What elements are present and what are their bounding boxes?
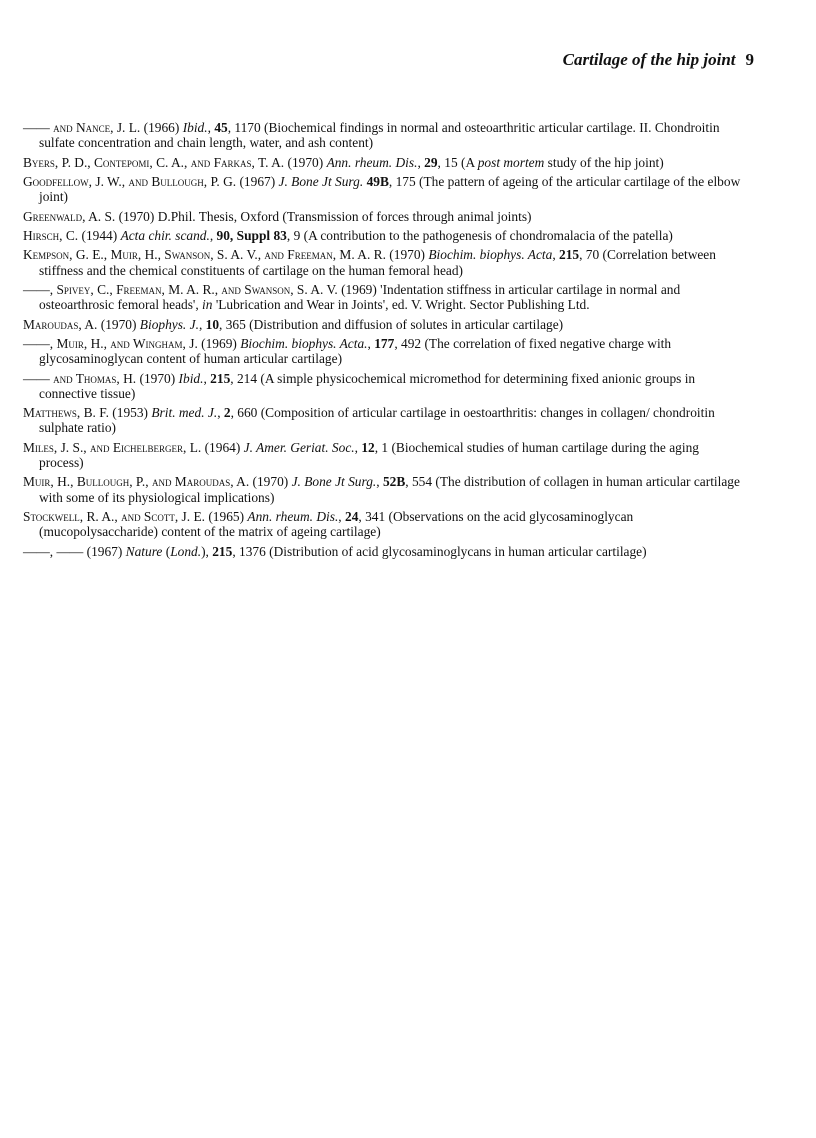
reference-entry [23,174,743,204]
reference-separator: ), [201,543,213,559]
reference-year: (1970) [284,154,327,170]
reference-pages: D.Phil. Thesis, Oxford (Transmission of forces through animal joints) [157,208,532,224]
running-head [563,50,754,70]
reference-journal: Nature [125,543,163,559]
reference-journal: Ibid. [182,120,208,135]
reference-entry [23,371,743,401]
reference-volume: 49B [366,173,389,189]
reference-pages: , 492 (The correlation of fixed negative charge with glycosaminoglycan content of human articular cartilage) [39,335,672,367]
reference-pages: , 1376 (Distribution of acid glycosaminoglycans in human articular cartilage) [232,543,647,559]
reference-author: Matthews, B. F. [23,405,109,421]
reference-author: Greenwald, A. S. [23,208,116,224]
reference-separator: , [354,439,362,455]
reference-entry [23,120,743,150]
reference-pages: , 70 (Correlation between stiffness and the chemical constituents of cartilage on the human femoral head) [39,247,716,278]
reference-separator: , [552,247,560,263]
reference-year: (1964) [201,439,244,455]
reference-pages: , 1170 (Biochemical findings in normal and osteoarthritic articular cartilage. II. Chondroitin sulfate concentration and chain length, water, and ash content) [39,120,720,151]
reference-separator: , [338,508,345,524]
reference-pages: , 1 (Biochemical studies of human cartilage during the aging process) [39,439,699,470]
reference-entry [23,228,743,243]
reference-author: Miles, J. S., and Eichelberger, L. [23,439,202,455]
reference-volume: 12 [361,439,375,455]
reference-author: Stockwell, R. A., and Scott, J. E. [23,508,205,524]
reference-separator: , [207,120,215,135]
reference-entry [23,440,743,470]
reference-pages: , 214 (A simple physicochemical micromethod for determining fixed anionic groups in connective tissue) [39,370,696,401]
reference-entry [23,282,743,312]
reference-year: (1969) [197,335,241,351]
reference-year: (1969) [337,281,381,297]
reference-year: (1970) [97,316,140,332]
reference-entry [23,209,743,224]
reference-journal: Biochim. biophys. Acta. [240,335,368,351]
running-head-title: Cartilage of the hip joint [562,50,736,69]
reference-journal: Biochim. biophys. Acta [428,247,553,263]
reference-journal-place: Lond. [170,543,202,559]
reference-pages: , 175 (The pattern of ageing of the articular cartilage of the elbow joint) [39,173,741,205]
reference-author: —— and Nance, J. L. [23,120,141,135]
reference-volume: 215 [210,370,231,386]
reference-volume: 90, Suppl 83 [216,227,287,243]
reference-list [23,120,743,563]
reference-entry [23,336,743,366]
reference-year: (1953) [108,405,152,421]
reference-author: Muir, H., Bullough, P., and Maroudas, A. [23,474,250,490]
reference-author: Maroudas, A. [23,316,98,332]
reference-author: ——, —— [23,543,84,559]
reference-pages: 'Indentation stiffness in articular cartilage in normal and osteoarthrosic femoral heads', [39,281,681,313]
reference-entry [23,317,743,332]
reference-journal: J. Bone Jt Surg. [278,173,364,189]
reference-author: Kempson, G. E., Muir, H., Swanson, S. A. V., and Freeman, M. A. R. [23,247,386,263]
reference-entry [23,405,743,435]
reference-separator: , [209,227,217,243]
reference-author: ——, Spivey, C., Freeman, M. A. R., and Swanson, S. A. V. [23,281,338,297]
reference-author: Byers, P. D., Contepomi, C. A., and Farkas, T. A. [23,154,285,170]
reference-year: (1970) [115,208,158,224]
reference-pages: , 15 (A [437,154,478,170]
reference-year: (1970) [385,247,429,263]
reference-volume: 52B [382,474,406,490]
reference-entry [23,509,743,539]
reference-year: (1967) [236,173,279,189]
reference-pages-italic: in [202,297,213,313]
reference-journal: Ibid. [178,370,204,386]
reference-pages: , 9 (A contribution to the pathogenesis of chondromalacia of the patella) [286,227,673,243]
reference-separator: , [217,405,224,421]
reference-entry [23,474,743,504]
reference-journal: Ann. rheum. Dis. [326,154,418,170]
reference-volume: 29 [424,154,438,170]
reference-author: Hirsch, C. [23,227,79,243]
reference-journal: Acta chir. scand. [120,227,210,243]
reference-separator: , [417,154,425,170]
reference-pages-italic: post mortem [477,154,545,170]
reference-pages: , 554 (The distribution of collagen in human articular cartilage with some of its physiological implications) [39,474,740,505]
reference-journal: J. Amer. Geriat. Soc. [243,439,355,455]
reference-separator: , [367,335,375,351]
reference-year: (1944) [78,227,121,243]
reference-volume: 24 [345,508,359,524]
reference-year: (1970) [249,474,292,490]
reference-separator: , [198,316,206,332]
reference-volume: 45 [214,120,228,135]
reference-year: (1970) [136,370,179,386]
reference-entry [23,247,743,277]
reference-journal: J. Bone Jt Surg. [291,474,377,490]
reference-volume: 215 [212,543,233,559]
reference-separator: , [203,370,211,386]
reference-author: ——, Muir, H., and Wingham, J. [23,335,198,351]
reference-year: (1967) [83,543,126,559]
reference-year: (1965) [205,508,248,524]
reference-entry [23,544,743,559]
reference-separator: ( [162,543,171,559]
reference-entry [23,155,743,170]
page-number: 9 [745,50,754,69]
reference-volume: 215 [559,247,580,263]
reference-volume: 2 [223,405,231,421]
reference-pages: , 365 (Distribution and diffusion of solutes in articular cartilage) [219,316,564,332]
reference-year: (1966) [140,120,183,135]
reference-author: Goodfellow, J. W., and Bullough, P. G. [23,173,237,189]
reference-journal: Brit. med. J. [151,405,218,421]
reference-volume: 177 [374,335,395,351]
reference-pages-tail: study of the hip joint) [544,154,664,170]
reference-journal: Ann. rheum. Dis. [247,508,339,524]
reference-pages: , 660 (Composition of articular cartilage in oestoarthritis: changes in collagen/ chondroitin sulphate ratio) [39,405,715,436]
reference-journal: Biophys. J. [139,316,199,332]
reference-separator: , [376,474,383,490]
reference-pages-tail: 'Lubrication and Wear in Joints', ed. V. Wright. Sector Publishing Ltd. [212,297,590,313]
reference-volume: 10 [205,316,220,332]
reference-pages: , 341 (Observations on the acid glycosaminoglycan (mucopolysaccharide) content of the matrix of ageing cartilage) [39,508,634,540]
reference-author: —— and Thomas, H. [23,370,137,386]
